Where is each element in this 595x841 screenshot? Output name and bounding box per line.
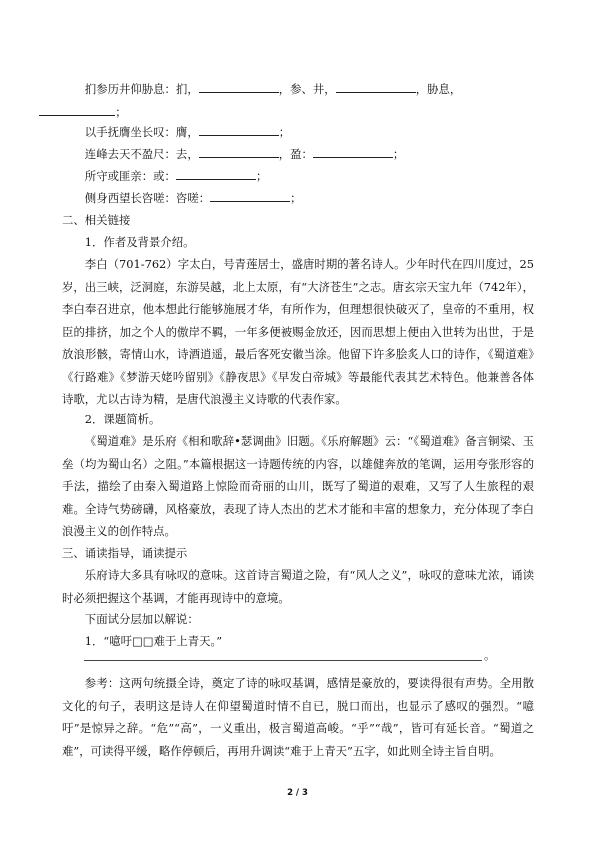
- exercise-5-end: ；: [290, 191, 302, 205]
- exercise-1-mid2: ，胁息，: [415, 82, 462, 96]
- exercise-4: [62, 165, 534, 188]
- answer-blank[interactable]: [39, 102, 115, 116]
- exercise-1-end: ；: [115, 104, 127, 119]
- exercise-1-lead: 扪参历井仰胁息：扪，: [84, 82, 199, 96]
- author-background-text: 李白（701-762）字太白，号青莲居士，盛唐时期的著名诗人。少年时代在四川度过，25岁，出三峡，泛洞庭，东游吴越，北上太原，有“大济苍生”之志。唐玄宗天宝九年（742年），李白奉召进京，他本想此行能够施展才华，有所作为，但理想很快破灭了，皇帝的不重用，权臣的排挤，加之个人的傲岸不羁，一年多便被赐金放还，因而思想上便由入世转为出世，于是放浪形骸，寄情山水，诗酒逍遥，最后客死安徽当涂。他留下许多脍炙人口的诗作，《蜀道难》《行路难》《梦游天姥吟留别》《静夜思》《早发白帝城》等最能代表其艺术特色。他兼善各体诗歌，尤以古诗为精，是唐代浪漫主义诗歌的代表作家。: [62, 257, 534, 406]
- section-3-title: 三、诵读指导，诵读提示: [62, 546, 188, 560]
- exercise-4-end: ；: [255, 169, 268, 183]
- exercise-2-lead: 以手抚膺坐长叹：膺，: [84, 125, 199, 139]
- exercise-1-mid1: ，参、井，: [278, 82, 336, 96]
- item-1-heading: 1．“噫吁□□难于上青天。”: [84, 634, 223, 648]
- exercise-5-lead: 侧身西望长咨嗟：咨嗟：: [84, 191, 211, 205]
- exercise-2-end: ；: [278, 125, 291, 139]
- answer-blank[interactable]: [176, 166, 256, 180]
- reference-answer-text: 参考：这两句统摄全诗，奠定了诗的咏叹基调，感情是豪放的，要读得很有声势。全用散文化的句子，表明这是诗人在仰望蜀道时情不自已，脱口而出，也显示了感叹的强烈。“噫吁”是惊异之辞。“危”“高”，一义重出，极言蜀道高峻。“乎”“哉”，皆可有延长音。“蜀道之难”，可读得平缓，略作停顿后，再用升调读“难于上青天”五字，如此则全诗主旨自明。: [62, 676, 534, 758]
- answer-blank[interactable]: [199, 144, 279, 158]
- exercise-3-end: ；: [392, 147, 405, 161]
- exercise-2: [62, 121, 534, 144]
- page-number: 2 / 3: [287, 788, 308, 798]
- exercise-3: [62, 143, 534, 166]
- answer-blank[interactable]: [199, 79, 279, 93]
- answer-line[interactable]: [84, 660, 482, 661]
- exercise-3-lead: 连峰去天不盈尺：去，: [84, 147, 199, 161]
- answer-blank[interactable]: [210, 188, 290, 202]
- exercise-5: [62, 187, 534, 210]
- exercise-4-lead: 所守或匪亲：或：: [84, 169, 176, 183]
- exercise-3-mid1: ，盈：: [278, 147, 313, 161]
- section-2-sub1: 1．作者及背景介绍。: [84, 235, 195, 249]
- answer-line-end: 。: [484, 648, 496, 662]
- section-2-sub2: 2．课题简析。: [84, 412, 161, 426]
- section-2-title: 二、相关链接: [62, 213, 131, 227]
- answer-blank[interactable]: [336, 79, 416, 93]
- answer-blank[interactable]: [199, 122, 279, 136]
- answer-blank[interactable]: [313, 144, 393, 158]
- reading-tips-text: 乐府诗大多具有咏叹的意味。这首诗言蜀道之险，有“风人之义”，咏叹的意味尤浓，诵读时必须把握这个基调，才能再现诗中的意境。: [62, 568, 534, 605]
- layer-intro-text: 下面试分层加以解说：: [84, 612, 199, 626]
- title-analysis-text: 《蜀道难》是乐府《相和歌辞•瑟调曲》旧题。《乐府解题》云：“《蜀道难》备言铜梁、玉垒（均为蜀山名）之阻。”本篇根据这一诗题传统的内容，以雄健奔放的笔调，运用夸张形容的手法，描绘了由秦入蜀道路上惊险而奇丽的山川，既写了蜀道的艰难，又写了人生旅程的艰难。全诗气势磅礴，风格豪放，表现了诗人杰出的艺术才能和丰富的想象力，充分体现了李白浪漫主义的创作特点。: [62, 434, 534, 538]
- exercise-1: [62, 78, 534, 123]
